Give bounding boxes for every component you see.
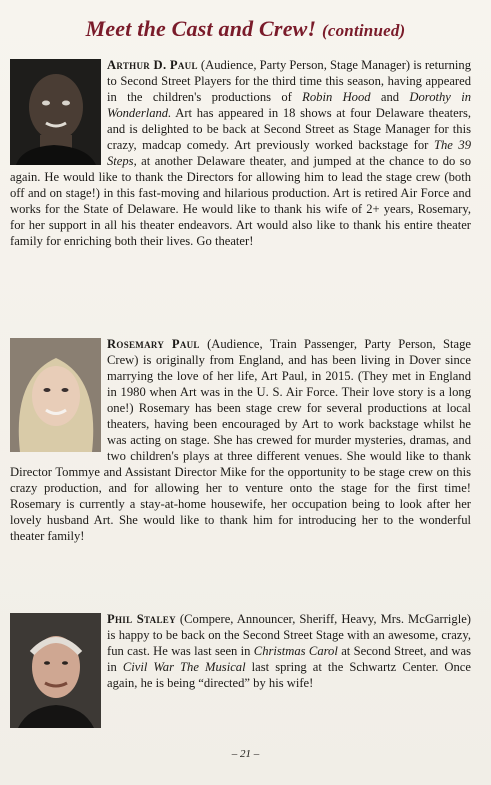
bio-text: (Audience, Train Passenger, Party Person, Stage Crew) is originally from England, and has been living in Dover since marrying the love of her life, Art Paul, in 2015. (They met in England in 1980 when Art was in the U. S. Air Force. Their love story is a long one!) Rosemary has been stage crew for several productions at local theaters, having been encouraged by Art to work backstage whilst he was acting on stage. She has crewed for murder mysteries, dramas, and two children's plays at three different venues. She would like to thank Director Tommye and Assistant Director Mike for the opportunity to be stage crew on this crazy production, and for allowing her to venture onto the stage for the first time! Rosemary is currently a stay-at-home housewife, her occupation being to look after her lovely husband Art. She would like to thank him for introducing her to the wonderful theater family! <box>10 337 472 543</box>
bio-phil-staley <box>10 611 471 730</box>
headshot-photo-arthur <box>10 59 101 165</box>
cast-name: Arthur D. Paul <box>107 58 198 72</box>
bio-text: last spring at the Schwartz Center. Once again, he is being “directed” by his wife! <box>107 660 471 690</box>
page-title <box>0 16 491 42</box>
bio-text: Art has appeared in 18 shows at four Delaware theaters, and is delighted to be back at Second Street as Stage Manager for this crazy, madcap comedy. Art previously worked backstage for <box>107 106 471 152</box>
bio-text: (Compere, Announcer, Sheriff, Heavy, Mrs. McGarrigle) is happy to be back on the Second Street Stage with an awesome, crazy, fun cast. He was last seen in <box>107 612 471 658</box>
bio-text: at Second Street, and was in <box>107 644 471 674</box>
show-title: Civil War The Musical <box>122 660 246 674</box>
headshot-photo-rosemary <box>10 338 101 452</box>
headshot-photo-phil <box>10 613 101 728</box>
bio-arthur-paul <box>10 57 471 249</box>
page-number: – 21 – <box>231 748 260 760</box>
show-title: Dorothy in Wonderland. <box>107 90 472 120</box>
title-continued: (continued) <box>322 21 406 40</box>
bio-text: and <box>370 90 410 104</box>
bio-rosemary-paul <box>10 336 471 544</box>
cast-name: Rosemary Paul <box>107 337 200 351</box>
show-title: The 39 Steps, <box>107 138 471 168</box>
bio-text: (Audience, Party Person, Stage Manager) is returning to Second Street Players for the third time this season, having appeared in the children's productions of <box>107 58 471 104</box>
cast-name: Phil Staley <box>107 612 176 626</box>
bio-text: at another Delaware theater, and jumped at the chance to do so again. He would like to thank the Directors for allowing him to lead the stage crew (both off and on stage!) in this fast-moving and hilarious production. Art is retired Air Force and works for the State of Delaware. He would like to thank his wife of 2+ years, Rosemary, for her support in all his theater endeavors. Art would also like to thank his entire theater family for enriching both their lives. Go theater! <box>10 154 471 248</box>
show-title: Christmas Carol <box>253 644 338 658</box>
title-text: Meet the Cast and Crew! <box>85 16 317 41</box>
show-title: Robin Hood <box>302 90 371 104</box>
